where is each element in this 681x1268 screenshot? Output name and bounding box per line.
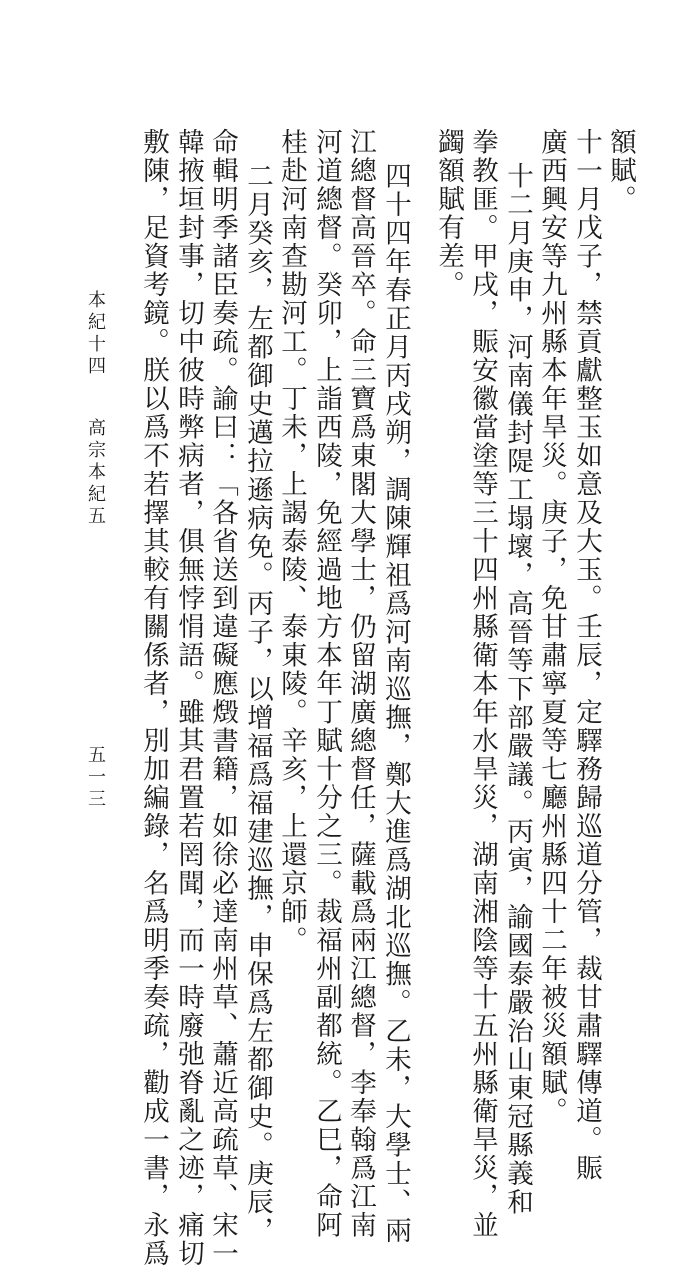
- margin-header: [84, 290, 106, 528]
- text-column: 蠲額賦有差。: [433, 128, 464, 299]
- text-column: 拳教匪。甲戌，賑安徽當塗等三十四州縣衛本年水旱災，湖南湘陰等十五州縣衛旱災，並: [467, 128, 498, 1240]
- page-number: 五一三: [85, 745, 106, 811]
- chapter-label: 本紀十四: [85, 290, 106, 378]
- text-column: 廣西興安等九州縣本年旱災。庚子，免甘肅寧夏等七廳州縣四十二年被災額賦。: [536, 128, 567, 1126]
- section-title: 高宗本紀五: [85, 418, 106, 528]
- text-column: 命輯明季諸臣奏疏。諭曰：「各省送到違礙應燬書籍，如徐必達南州草、蕭近高疏草、宋一: [207, 128, 238, 1268]
- text-column: 十一月戊子，禁貢獻整玉如意及大玉。壬辰，定驛務歸巡道分管，裁甘肅驛傳道。賑: [571, 128, 602, 1183]
- text-column: 二月癸亥，左都御史邁拉遜病免。丙子，以增福爲福建巡撫，申保爲左都御史。庚辰，: [242, 162, 273, 1245]
- text-column: 十二月庚申，河南儀封隄工塌壞，高晉等下部嚴議。丙寅，諭國泰嚴治山東冠縣義和: [502, 162, 533, 1217]
- text-column: 江總督高晉卒。命三寶爲東閣大學士，仍留湖廣總督任，薩載爲兩江總督，李奉翰爲江南: [345, 128, 376, 1240]
- text-column: 敷陳，足資考鏡。朕以爲不若擇其較有關係者，別加編錄，名爲明季奏疏，勸成一書，永爲: [138, 128, 169, 1268]
- text-column: 韓掖垣封事，切中彼時弊病者，俱無悖悁語。雖其君置若罔聞，而一時廢弛脊亂之迹，痛切: [173, 128, 204, 1268]
- text-column: 額賦。: [605, 128, 636, 214]
- text-column: 河道總督。癸卯，上詣西陵，免經過地方本年丁賦十分之三。裁福州副都統。乙巳，命阿: [311, 128, 342, 1240]
- text-column: 四十四年春正月丙戌朔，調陳輝祖爲河南巡撫，鄭大進爲湖北巡撫。乙未，大學士、兩: [380, 162, 411, 1245]
- text-column: 桂赴河南查勘河工。丁未，上謁泰陵、泰東陵。辛亥，上還京師。: [276, 128, 307, 955]
